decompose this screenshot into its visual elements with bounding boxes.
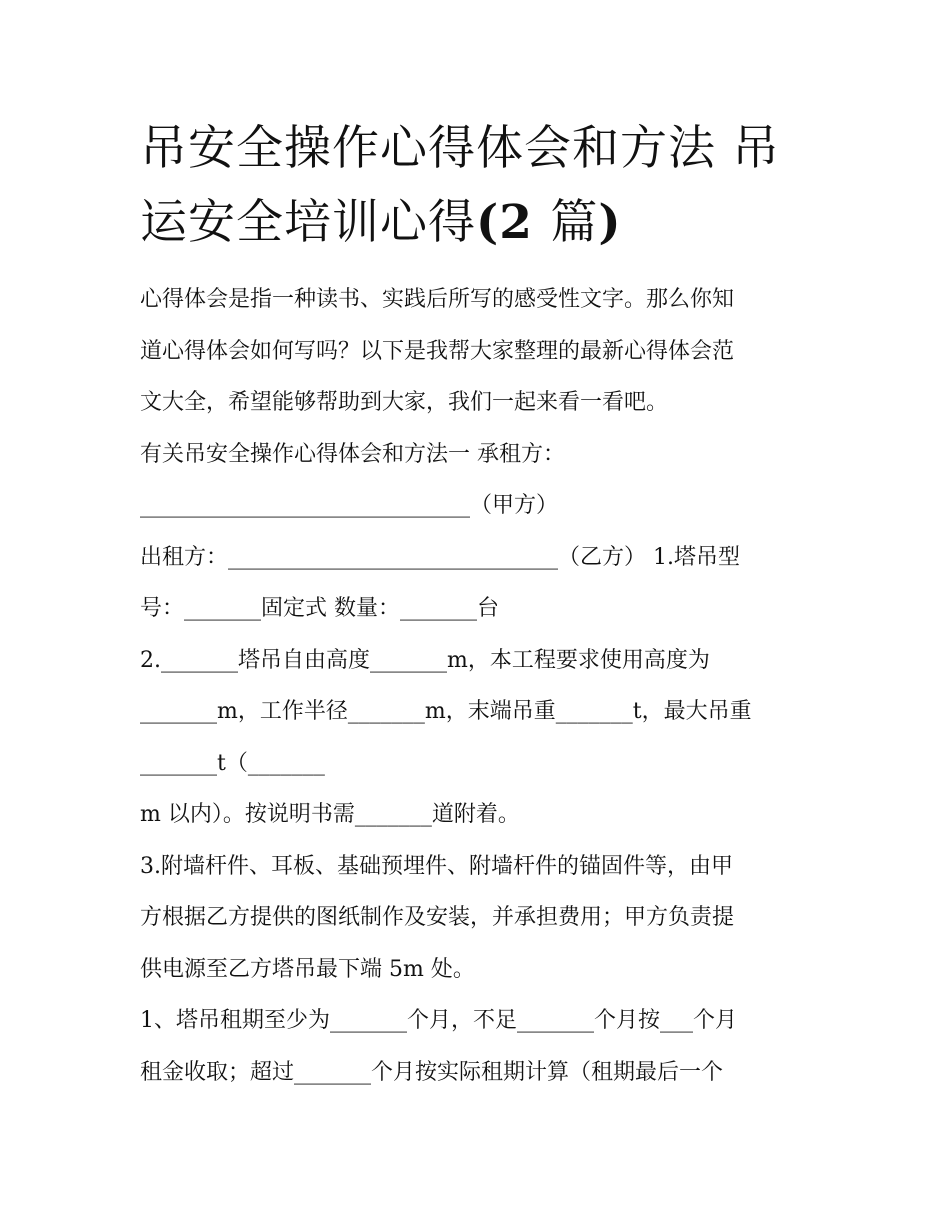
title-line-2-count: (2 <box>476 195 551 250</box>
title-line-2-prefix: 运安全培训心得 <box>140 195 476 250</box>
body-line: 租金收取；超过_______个月按实际租期计算（租期最后一个 <box>140 1059 724 1085</box>
body-line: _______t（_______ <box>140 750 325 776</box>
body-line: 道心得体会如何写吗？以下是我帮大家整理的最新心得体会范 <box>140 338 735 364</box>
body-line: 号：_______固定式 数量：_______台 <box>140 596 499 621</box>
title-line-2-close: ) <box>598 195 622 250</box>
body-line: 出租方：______________________________（乙方） 1.塔吊型 <box>140 544 740 570</box>
title-line-2-unit: 篇 <box>550 195 599 250</box>
body-line: 有关吊安全操作心得体会和方法一 承租方： <box>140 441 565 467</box>
title-line-1: 吊安全操作心得体会和方法 吊 <box>140 121 780 176</box>
body-line: 文大全，希望能够帮助到大家，我们一起来看一看吧。 <box>140 390 669 415</box>
body-line: ______________________________（甲方） <box>140 493 559 518</box>
body-line: m 以内）。按说明书需_______道附着。 <box>140 802 520 827</box>
document-body <box>140 274 830 1098</box>
document-title <box>140 112 830 260</box>
body-line: 心得体会是指一种读书、实践后所写的感受性文字。那么你知 <box>140 287 735 312</box>
body-line: 3.附墙杆件、耳板、基础预埋件、附墙杆件的锚固件等，由甲 <box>140 853 733 879</box>
body-line: _______m，工作半径_______m，末端吊重_______t，最大吊重 <box>140 699 752 724</box>
body-line: 1、塔吊租期至少为_______个月，不足_______个月按___个月 <box>140 1008 737 1033</box>
title-line-2 <box>140 186 830 260</box>
body-line: 供电源至乙方塔吊最下端 5m 处。 <box>140 956 475 982</box>
body-line: 2._______塔吊自由高度_______m，本工程要求使用高度为 <box>140 647 710 673</box>
body-line: 方根据乙方提供的图纸制作及安装，并承担费用；甲方负责提 <box>140 905 735 930</box>
